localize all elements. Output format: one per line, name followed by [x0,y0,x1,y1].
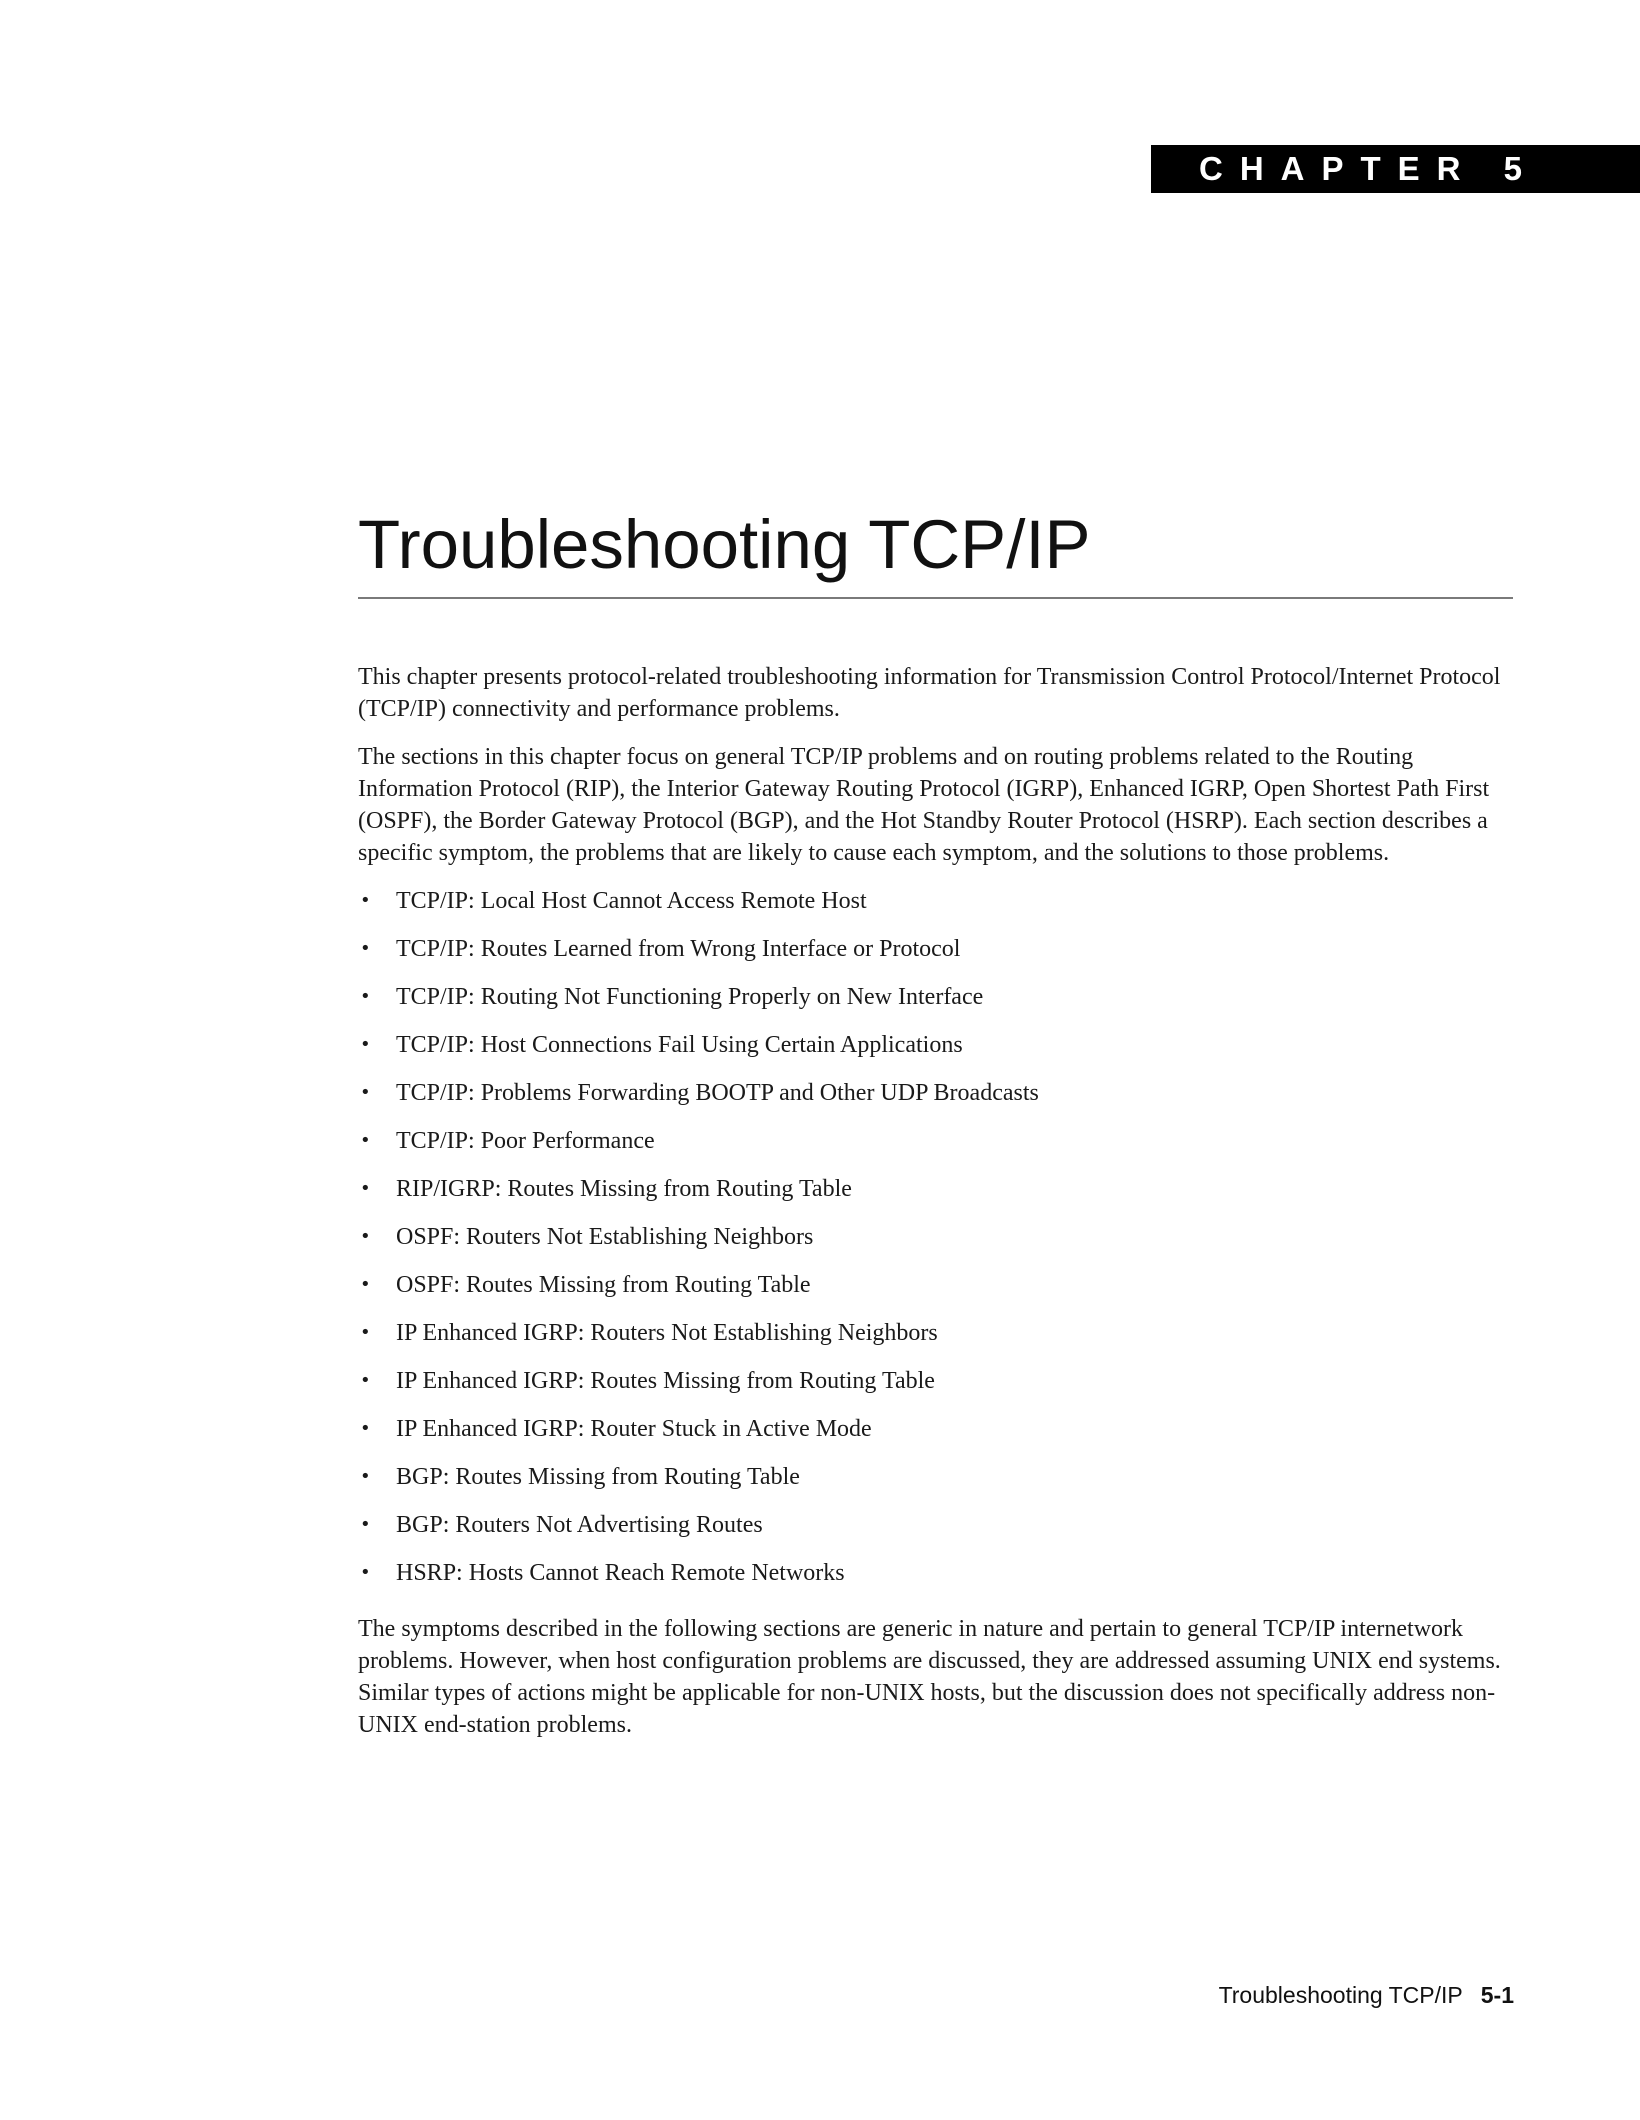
list-item-text: IP Enhanced IGRP: Routes Missing from Routing Table [396,1368,935,1394]
list-item-text: TCP/IP: Host Connections Fail Using Certain Applications [396,1032,963,1058]
list-item-text: OSPF: Routes Missing from Routing Table [396,1272,811,1298]
bullet-icon: • [360,1226,371,1247]
bullet-icon: • [360,1178,371,1199]
intro-paragraph: This chapter presents protocol-related troubleshooting information for Transmission Control Protocol/Internet Protocol (TCP/IP) connectivity and performance problems. [358,664,1501,722]
list-item [358,1509,1518,1557]
list-item-text: TCP/IP: Routes Learned from Wrong Interface or Protocol [396,936,961,962]
list-item-text: IP Enhanced IGRP: Router Stuck in Active Mode [396,1416,872,1442]
bullet-icon: • [360,1562,371,1583]
bullet-icon: • [360,890,371,911]
list-item-text: TCP/IP: Problems Forwarding BOOTP and Other UDP Broadcasts [396,1080,1039,1106]
list-item [358,1221,1518,1269]
bullet-icon: • [360,1082,371,1103]
bullet-icon: • [360,1322,371,1343]
bullet-icon: • [360,986,371,1007]
list-item [358,1173,1518,1221]
scope-paragraph: The sections in this chapter focus on general TCP/IP problems and on routing problems related to the Routing Information Protocol (RIP), the Interior Gateway Routing Protocol (IGRP), Enhanced IGRP, Open Shortest Path First (OSPF), the Border Gateway Protocol (BGP), and the Hot Standby Router Protocol (HSRP). Each section describes a specific symptom, the problems that are likely to cause each symptom, and the solutions to those problems. [358,744,1490,866]
section-list [358,885,1518,1605]
page-footer [1219,1980,1514,2010]
list-item-text: TCP/IP: Poor Performance [396,1128,655,1154]
bullet-icon: • [360,1274,371,1295]
list-item-text: IP Enhanced IGRP: Routers Not Establishing Neighbors [396,1320,938,1346]
footer-title: Troubleshooting TCP/IP [1218,1982,1463,2008]
list-item-text: BGP: Routers Not Advertising Routes [396,1512,763,1538]
list-item [358,1317,1518,1365]
bullet-icon: • [360,1370,371,1391]
bullet-icon: • [360,1466,371,1487]
page-number: 5-1 [1480,1982,1514,2008]
bullet-icon: • [360,1130,371,1151]
list-item [358,981,1518,1029]
bullet-icon: • [360,1034,371,1055]
chapter-banner: CHAPTER 5 [1151,145,1640,193]
list-item [358,1077,1518,1125]
list-item [358,1269,1518,1317]
list-item-text: TCP/IP: Routing Not Functioning Properly on New Interface [396,984,984,1010]
list-item-text: OSPF: Routers Not Establishing Neighbors [396,1224,814,1250]
list-item-text: HSRP: Hosts Cannot Reach Remote Networks [396,1560,845,1586]
list-item [358,1365,1518,1413]
bullet-icon: • [360,938,371,959]
list-item [358,1125,1518,1173]
title-divider [358,597,1513,599]
list-item [358,885,1518,933]
bullet-icon: • [360,1514,371,1535]
list-item-text: TCP/IP: Local Host Cannot Access Remote Host [396,888,867,914]
list-item [358,1461,1518,1509]
closing-paragraph: The symptoms described in the following sections are generic in nature and pertain to general TCP/IP internetwork problems. However, when host configuration problems are discussed, they are addressed assuming UNIX end systems. Similar types of actions might be applicable for non-UNIX hosts, but the discussion does not specifically address non-UNIX end-station problems. [358,1616,1501,1738]
list-item [358,1413,1518,1461]
list-item [358,1029,1518,1077]
list-item-text: BGP: Routes Missing from Routing Table [396,1464,800,1490]
list-item [358,933,1518,981]
page-title: Troubleshooting TCP/IP [358,506,1091,583]
list-item-text: RIP/IGRP: Routes Missing from Routing Table [396,1176,852,1202]
chapter-body [358,661,1518,1757]
bullet-icon: • [360,1418,371,1439]
list-item [358,1557,1518,1605]
